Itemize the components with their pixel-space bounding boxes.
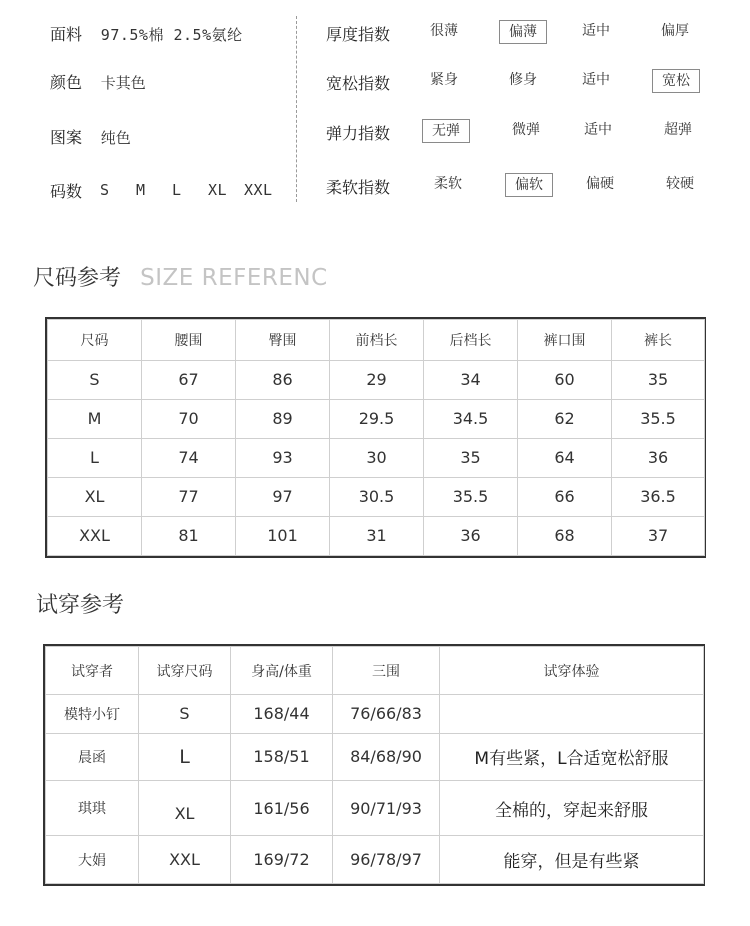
looseness-index-row [326,69,726,95]
table-cell: 29.5 [330,399,424,438]
table-cell: 29 [330,360,424,399]
size-option: L [172,181,182,199]
table-cell: 68 [518,516,612,555]
experience-cell: M有些紧，L合适宽松舒服 [440,733,704,781]
size-option: XXL [244,181,273,199]
table-cell: 31 [330,516,424,555]
sizes-row [50,179,273,202]
index-option-selected: 偏软 [505,173,553,197]
size-table-header-row [48,320,705,361]
index-option-selected: 无弹 [422,119,470,143]
color-value: 卡其色 [100,74,146,92]
size-cell: XXL [48,516,142,555]
size-cell: XL [48,477,142,516]
header-cell: 试穿体验 [440,647,704,695]
index-option: 超弹 [664,122,692,138]
table-row [46,836,704,884]
table-cell: 35.5 [612,399,705,438]
height-weight-cell: 158/51 [231,733,333,781]
pattern-value: 纯色 [100,129,131,147]
measurements-cell: 84/68/90 [333,733,440,781]
index-option: 偏硬 [586,176,614,192]
table-cell: 89 [236,399,330,438]
header-cell: 尺码 [48,320,142,361]
size-option: M [136,181,146,199]
tester-name-cell: 大娟 [46,836,139,884]
index-option: 较硬 [666,176,694,192]
fabric-row [50,22,243,45]
index-option: 紧身 [430,72,458,88]
index-label: 弹力指数 [326,124,391,143]
size-table [47,319,705,556]
table-cell: 74 [142,438,236,477]
index-option: 适中 [582,23,610,39]
tester-name-cell: 晨函 [46,733,139,781]
size-reference-subtitle: SIZE REFERENC [140,265,328,291]
size-option: XL [208,181,228,199]
index-option: 偏厚 [661,23,689,39]
index-option: 适中 [582,72,610,88]
fabric-value: 97.5%棉 2.5%氨纶 [100,26,243,44]
sizes-label: 码数 [50,182,83,201]
table-cell: 35 [424,438,518,477]
table-cell: 62 [518,399,612,438]
table-cell: 67 [142,360,236,399]
table-cell: 35.5 [424,477,518,516]
header-cell: 三围 [333,647,440,695]
size-reference-title: 尺码参考 [33,266,122,291]
color-row [50,70,146,93]
header-cell: 裤口围 [518,320,612,361]
index-label: 柔软指数 [326,178,391,197]
table-row [46,781,704,836]
experience-cell: 全棉的，穿起来舒服 [440,781,704,836]
header-cell: 试穿者 [46,647,139,695]
header-cell: 前档长 [330,320,424,361]
header-cell: 裤长 [612,320,705,361]
header-cell: 臀围 [236,320,330,361]
size-option: S [100,181,110,199]
tester-size-cell: XL [139,781,231,836]
table-cell: 37 [612,516,705,555]
measurements-cell: 76/66/83 [333,695,440,734]
table-cell: 64 [518,438,612,477]
height-weight-cell: 161/56 [231,781,333,836]
table-cell: 81 [142,516,236,555]
table-cell: 77 [142,477,236,516]
pattern-row [50,125,131,148]
table-cell: 30.5 [330,477,424,516]
index-option-selected: 宽松 [652,69,700,93]
index-option: 柔软 [434,176,462,192]
fit-table-frame [43,644,705,886]
table-cell: 97 [236,477,330,516]
index-label: 宽松指数 [326,74,391,93]
table-row [48,360,705,399]
header-cell: 腰围 [142,320,236,361]
table-row [48,477,705,516]
measurements-cell: 96/78/97 [333,836,440,884]
index-option: 修身 [509,72,537,88]
table-cell: 36 [612,438,705,477]
index-label: 厚度指数 [326,25,391,44]
table-row [46,733,704,781]
tester-size-cell: XXL [139,836,231,884]
table-cell: 30 [330,438,424,477]
index-option-selected: 偏薄 [499,20,547,44]
fabric-label: 面料 [50,25,83,44]
size-table-frame [45,317,706,558]
fit-table [45,646,704,884]
header-cell: 身高/体重 [231,647,333,695]
size-reference-heading [33,261,328,292]
table-cell: 60 [518,360,612,399]
tester-name-cell: 模特小钉 [46,695,139,734]
experience-cell: 能穿，但是有些紧 [440,836,704,884]
table-cell: 35 [612,360,705,399]
tester-size-cell: L [139,733,231,781]
table-cell: 34 [424,360,518,399]
height-weight-cell: 168/44 [231,695,333,734]
index-option: 适中 [584,122,612,138]
index-option: 很薄 [430,23,458,39]
table-cell: 86 [236,360,330,399]
measurements-cell: 90/71/93 [333,781,440,836]
thickness-index-row [326,20,726,46]
tester-name-cell: 琪琪 [46,781,139,836]
fit-reference-title: 试穿参考 [36,593,125,618]
table-row [48,516,705,555]
elasticity-index-row [326,119,726,145]
header-cell: 后档长 [424,320,518,361]
color-label: 颜色 [50,73,83,92]
index-option: 微弹 [512,122,540,138]
experience-cell [440,695,704,734]
table-cell: 66 [518,477,612,516]
size-cell: M [48,399,142,438]
table-row [48,399,705,438]
pattern-label: 图案 [50,128,83,147]
size-cell: S [48,360,142,399]
table-cell: 70 [142,399,236,438]
table-cell: 93 [236,438,330,477]
indices-panel [326,20,726,204]
tester-size-cell: S [139,695,231,734]
size-cell: L [48,438,142,477]
header-cell: 试穿尺码 [139,647,231,695]
table-cell: 36.5 [612,477,705,516]
table-row [46,695,704,734]
attribute-divider [296,16,297,202]
table-cell: 34.5 [424,399,518,438]
table-row [48,438,705,477]
softness-index-row [326,173,726,199]
height-weight-cell: 169/72 [231,836,333,884]
table-cell: 36 [424,516,518,555]
table-cell: 101 [236,516,330,555]
fit-table-header-row [46,647,704,695]
